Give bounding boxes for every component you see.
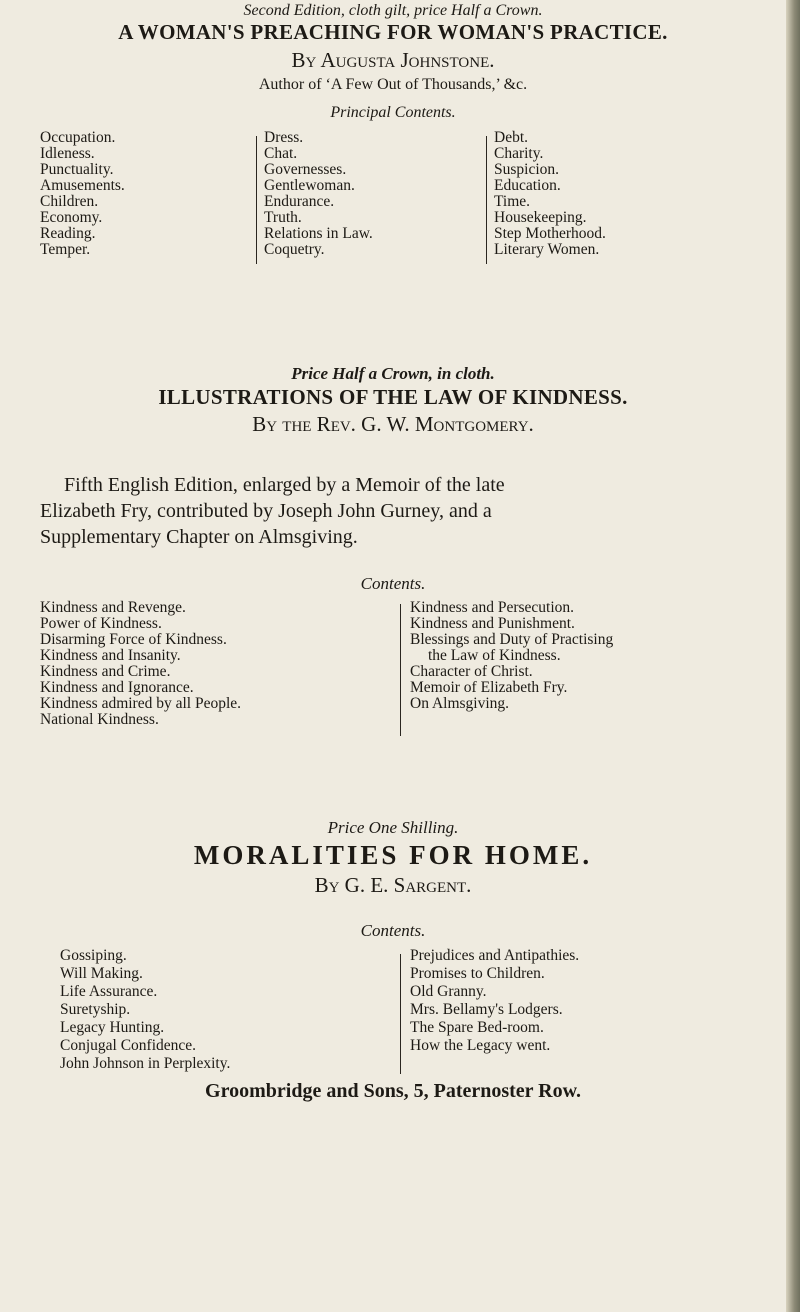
book2-price: Price Half a Crown, in cloth.: [291, 364, 495, 383]
book2-contents-col1: [40, 600, 241, 728]
contents-item: Amusements.: [40, 177, 125, 194]
contents-item: Temper.: [40, 241, 91, 258]
book2-title: ILLUSTRATIONS OF THE LAW OF KINDNESS.: [158, 385, 628, 409]
book2-description-line: Fifth English Edition, enlarged by a Memoir of the late: [64, 474, 505, 496]
contents-item: Occupation.: [40, 129, 116, 146]
contents-item: Endurance.: [264, 193, 335, 210]
contents-item: Character of Christ.: [410, 663, 533, 680]
column-divider: [400, 604, 401, 736]
contents-item: Idleness.: [40, 145, 95, 162]
contents-item: Blessings and Duty of Practising: [410, 631, 614, 648]
contents-item: Life Assurance.: [60, 983, 158, 1000]
book3-price: Price One Shilling.: [327, 818, 459, 837]
contents-item: Suspicion.: [494, 161, 560, 178]
contents-item: How the Legacy went.: [410, 1037, 551, 1054]
contents-item: Kindness admired by all People.: [40, 695, 242, 712]
book2-contents-col2: [410, 600, 613, 712]
contents-item: Punctuality.: [40, 161, 114, 178]
contents-item: Power of Kindness.: [40, 615, 162, 632]
contents-item: Gentlewoman.: [264, 177, 355, 194]
column-divider: [400, 954, 401, 1074]
contents-item: Dress.: [264, 129, 304, 146]
column-divider: [486, 136, 487, 264]
contents-item: Gossiping.: [60, 947, 127, 964]
book1-contents-heading: Principal Contents.: [330, 104, 456, 121]
contents-item: Suretyship.: [60, 1001, 131, 1018]
contents-item: Kindness and Crime.: [40, 663, 171, 680]
contents-item: Conjugal Confidence.: [60, 1037, 197, 1054]
contents-item: Prejudices and Antipathies.: [410, 947, 580, 964]
contents-item: National Kindness.: [40, 711, 159, 728]
contents-item: Relations in Law.: [264, 225, 373, 242]
book1-contents-col1: [40, 130, 125, 258]
book2-author: By the Rev. G. W. Montgomery.: [252, 412, 534, 436]
contents-item: Kindness and Persecution.: [410, 599, 575, 616]
contents-item: the Law of Kindness.: [428, 647, 561, 664]
book1-contents-col2: [264, 130, 373, 258]
contents-item: Coquetry.: [264, 241, 325, 258]
book3-contents-col1: [60, 947, 230, 1073]
book3-author: By G. E. Sargent.: [314, 873, 472, 897]
contents-item: On Almsgiving.: [410, 695, 510, 712]
contents-item: Kindness and Ignorance.: [40, 679, 194, 696]
contents-item: Chat.: [264, 145, 298, 162]
book3-contents-col2: [410, 947, 579, 1055]
contents-item: Old Granny.: [410, 983, 487, 1000]
contents-item: Mrs. Bellamy's Lodgers.: [410, 1001, 563, 1018]
book3-contents-heading: Contents.: [360, 921, 426, 940]
contents-item: Reading.: [40, 225, 96, 242]
contents-item: Legacy Hunting.: [60, 1019, 165, 1036]
book2-description-line: Supplementary Chapter on Almsgiving.: [40, 526, 358, 548]
book1-author: By Augusta Johnstone.: [291, 48, 495, 72]
contents-item: Time.: [494, 193, 531, 210]
contents-item: The Spare Bed-room.: [410, 1019, 544, 1036]
contents-item: Housekeeping.: [494, 209, 587, 226]
contents-item: Truth.: [264, 209, 302, 226]
book3-title: MORALITIES FOR HOME.: [193, 840, 593, 870]
contents-item: Will Making.: [60, 965, 143, 982]
book1-author-note: Author of ‘A Few Out of Thousands,’ &c.: [258, 76, 528, 93]
contents-item: Economy.: [40, 209, 103, 226]
contents-item: Children.: [40, 193, 99, 210]
book2-description-line: Elizabeth Fry, contributed by Joseph John Gurney, and a: [40, 500, 492, 522]
contents-item: Step Motherhood.: [494, 225, 606, 242]
column-divider: [256, 136, 257, 264]
book1-contents-col3: [494, 130, 606, 258]
contents-item: Literary Women.: [494, 241, 600, 258]
publisher-imprint: Groombridge and Sons, 5, Paternoster Row.: [205, 1080, 581, 1102]
contents-item: Education.: [494, 177, 561, 194]
contents-item: Promises to Children.: [410, 965, 545, 982]
page-edge: [786, 0, 800, 1312]
contents-item: Kindness and Revenge.: [40, 599, 186, 616]
contents-item: John Johnson in Perplexity.: [60, 1055, 231, 1072]
book1-title: A WOMAN'S PREACHING FOR WOMAN'S PRACTICE.: [118, 20, 668, 44]
contents-item: Governesses.: [264, 161, 347, 178]
book2-contents-heading: Contents.: [360, 574, 426, 593]
contents-item: Debt.: [494, 129, 529, 146]
contents-item: Memoir of Elizabeth Fry.: [410, 679, 568, 696]
contents-item: Kindness and Insanity.: [40, 647, 181, 664]
contents-item: Disarming Force of Kindness.: [40, 631, 227, 648]
contents-item: Kindness and Punishment.: [410, 615, 575, 632]
edition-price-line: Second Edition, cloth gilt, price Half a Crown.: [243, 2, 543, 19]
contents-item: Charity.: [494, 145, 544, 162]
